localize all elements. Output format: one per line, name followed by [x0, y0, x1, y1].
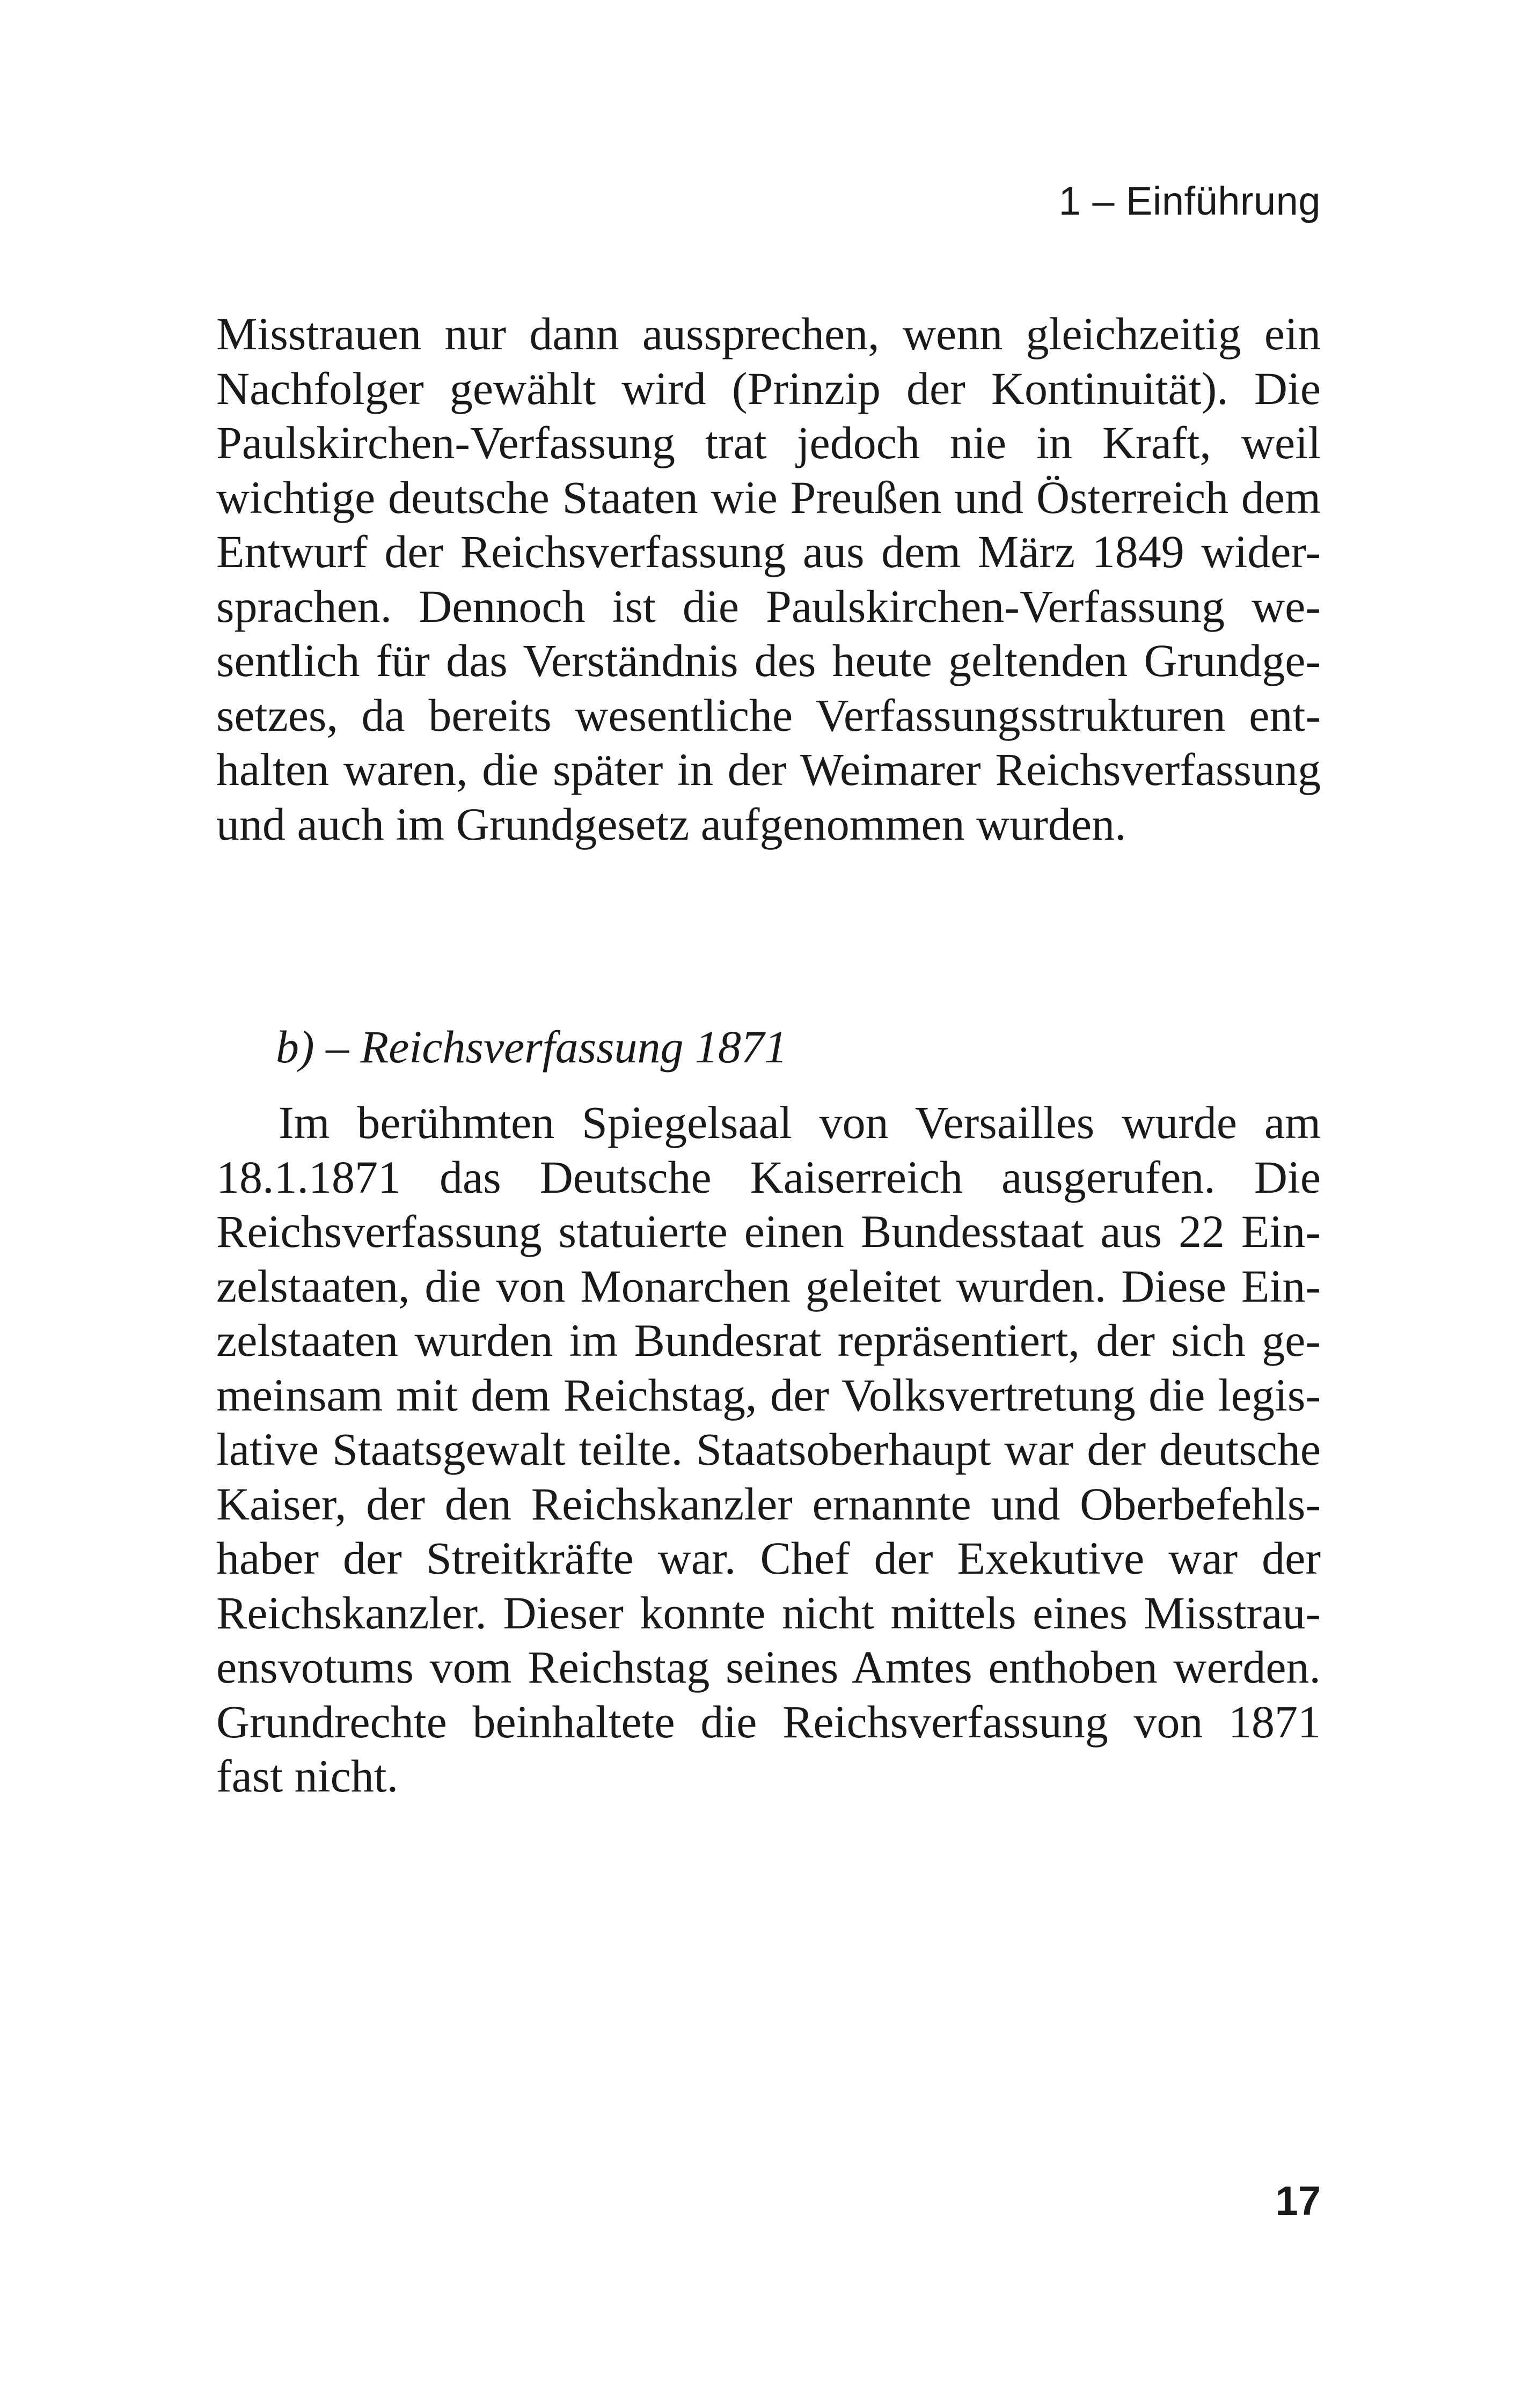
text-line: lative Staatsgewalt teilte. Staatsoberhaupt war der deutsche — [216, 1423, 1321, 1475]
text-line: meinsam mit dem Reichstag, der Volksvertretung die legis- — [216, 1369, 1321, 1421]
text-line: halten waren, die später in der Weimarer Reichsverfassung — [216, 744, 1321, 795]
text-line: ensvotums vom Reichstag seines Amtes enthoben werden. — [216, 1641, 1321, 1693]
text-line: zelstaaten wurden im Bundesrat repräsentiert, der sich ge- — [216, 1315, 1321, 1366]
text-line: haber der Streitkräfte war. Chef der Exekutive war der — [216, 1532, 1321, 1584]
paragraph-continuation — [216, 307, 1321, 851]
text-line: Reichskanzler. Dieser konnte nicht mittels eines Misstrau- — [216, 1587, 1321, 1639]
section-heading: b) – Reichsverfassung 1871 — [276, 1021, 788, 1073]
text-line: setzes, da bereits wesentliche Verfassungsstrukturen ent- — [216, 689, 1321, 741]
page-number: 17 — [1275, 2178, 1321, 2224]
text-line: Reichsverfassung statuierte einen Bundesstaat aus 22 Ein- — [216, 1206, 1321, 1257]
text-line: und auch im Grundgesetz aufgenommen wurden. — [216, 798, 1126, 850]
text-line: 18.1.1871 das Deutsche Kaiserreich ausgerufen. Die — [216, 1151, 1321, 1203]
text-line: Paulskirchen-Verfassung trat jedoch nie in Kraft, weil — [216, 417, 1321, 468]
text-line: Nachfolger gewählt wird (Prinzip der Kontinuität). Die — [216, 362, 1321, 414]
text-line: sentlich für das Verständnis des heute geltenden Grundge- — [216, 635, 1321, 686]
running-header: 1 – Einführung — [1058, 179, 1321, 223]
text-line: wichtige deutsche Staaten wie Preußen und Österreich dem — [216, 471, 1321, 523]
section-paragraph — [216, 1096, 1321, 1804]
text-line: Grundrechte beinhaltete die Reichsverfassung von 1871 — [216, 1695, 1321, 1748]
text-line: Kaiser, der den Reichskanzler ernannte und Oberbefehls- — [216, 1478, 1321, 1530]
text-line: Im berühmten Spiegelsaal von Versailles wurde am — [279, 1097, 1321, 1148]
text-line: Entwurf der Reichsverfassung aus dem März 1849 wider- — [216, 526, 1321, 577]
text-line: sprachen. Dennoch ist die Paulskirchen-Verfassung we- — [216, 580, 1321, 632]
text-line: Misstrauen nur dann aussprechen, wenn gleichzeitig ein — [216, 308, 1321, 359]
text-line: fast nicht. — [216, 1750, 399, 1802]
text-line: zelstaaten, die von Monarchen geleitet wurden. Diese Ein- — [216, 1260, 1321, 1312]
